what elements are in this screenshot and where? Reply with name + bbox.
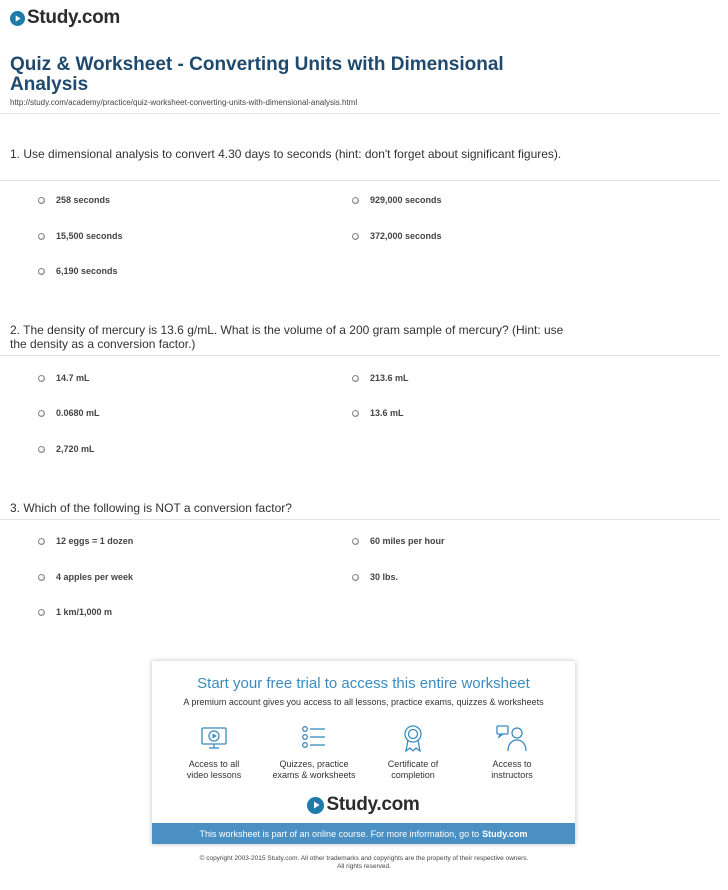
quiz-list-icon [299, 723, 329, 753]
promo-study-logo[interactable] [152, 794, 575, 816]
logo-text: Study.com [326, 794, 420, 815]
feature-label: completion [391, 770, 435, 780]
feature-certificate [363, 723, 463, 781]
feature-video-lessons [164, 723, 264, 781]
feature-label: Certificate of [387, 759, 439, 769]
answer-option[interactable]: 4 apples per week [38, 572, 133, 582]
promo-headline[interactable]: Start your free trial to access this entire worksheet [197, 675, 530, 692]
certificate-icon [398, 723, 428, 753]
radio-button[interactable] [352, 538, 359, 545]
divider [0, 355, 720, 356]
answer-option[interactable]: 258 seconds [38, 195, 110, 205]
answer-option[interactable]: 2,720 mL [38, 444, 95, 454]
video-lesson-icon [199, 723, 229, 753]
radio-button[interactable] [38, 574, 45, 581]
play-logo-icon [307, 797, 324, 814]
radio-button[interactable] [38, 609, 45, 616]
feature-label: exams & worksheets [272, 770, 356, 780]
radio-button[interactable] [352, 233, 359, 240]
radio-button[interactable] [352, 410, 359, 417]
feature-label: instructors [491, 770, 533, 780]
divider [0, 113, 720, 114]
answer-option[interactable]: 0.0680 mL [38, 408, 100, 418]
radio-button[interactable] [38, 410, 45, 417]
answer-option[interactable]: 14.7 mL [38, 373, 90, 383]
question-2-text: 2. The density of mercury is 13.6 g/mL. What is the volume of a 200 gram sample of mercury? (Hint: use the density as a conversion factor.) [10, 323, 564, 351]
feature-label: Access to [492, 759, 532, 769]
radio-button[interactable] [352, 375, 359, 382]
feature-label: Access to all [188, 759, 240, 769]
copyright-line: All rights reserved. [337, 863, 391, 870]
radio-button[interactable] [38, 268, 45, 275]
radio-button[interactable] [38, 446, 45, 453]
question-3-text: 3. Which of the following is NOT a conversion factor? [10, 501, 292, 515]
radio-button[interactable] [38, 538, 45, 545]
play-logo-icon [10, 11, 25, 26]
feature-label: video lessons [186, 770, 242, 780]
course-info-bar [152, 823, 575, 844]
logo-text: Study.com [27, 7, 121, 28]
answer-option[interactable]: 213.6 mL [352, 373, 409, 383]
answer-option[interactable]: 30 lbs. [352, 572, 398, 582]
copyright-footer [0, 855, 728, 871]
radio-button[interactable] [352, 197, 359, 204]
feature-instructors [462, 723, 562, 781]
answer-option[interactable]: 15,500 seconds [38, 231, 123, 241]
divider [0, 180, 720, 181]
page-url: http://study.com/academy/practice/quiz-worksheet-converting-units-with-dimensional-analysis.html [10, 98, 358, 107]
answer-option[interactable]: 6,190 seconds [38, 266, 118, 276]
free-trial-promo [152, 661, 575, 844]
answer-option[interactable]: 13.6 mL [352, 408, 404, 418]
answer-option[interactable]: 12 eggs = 1 dozen [38, 536, 133, 546]
question-1-text: 1. Use dimensional analysis to convert 4.30 days to seconds (hint: don't forget about significant figures). [10, 147, 562, 161]
answer-option[interactable]: 60 miles per hour [352, 536, 445, 546]
study-logo[interactable] [10, 7, 120, 29]
feature-label: Quizzes, practice [279, 759, 349, 769]
answer-option[interactable]: 372,000 seconds [352, 231, 442, 241]
divider [0, 519, 720, 520]
answer-option[interactable]: 929,000 seconds [352, 195, 442, 205]
feature-quizzes [264, 723, 364, 781]
bar-text: This worksheet is part of an online course. For more information, go to [199, 828, 480, 839]
radio-button[interactable] [38, 375, 45, 382]
radio-button[interactable] [352, 574, 359, 581]
radio-button[interactable] [38, 197, 45, 204]
radio-button[interactable] [38, 233, 45, 240]
study-link[interactable]: Study.com [482, 828, 528, 839]
promo-subline: A premium account gives you access to all lessons, practice exams, quizzes & worksheets [183, 697, 544, 707]
answer-option[interactable]: 1 km/1,000 m [38, 607, 112, 617]
instructor-icon [495, 723, 529, 753]
copyright-line: © copyright 2003-2015 Study.com. All other trademarks and copyrights are the property of their respective owners. [199, 855, 529, 862]
page-title: Quiz & Worksheet - Converting Units with Dimensional Analysis [10, 54, 504, 95]
